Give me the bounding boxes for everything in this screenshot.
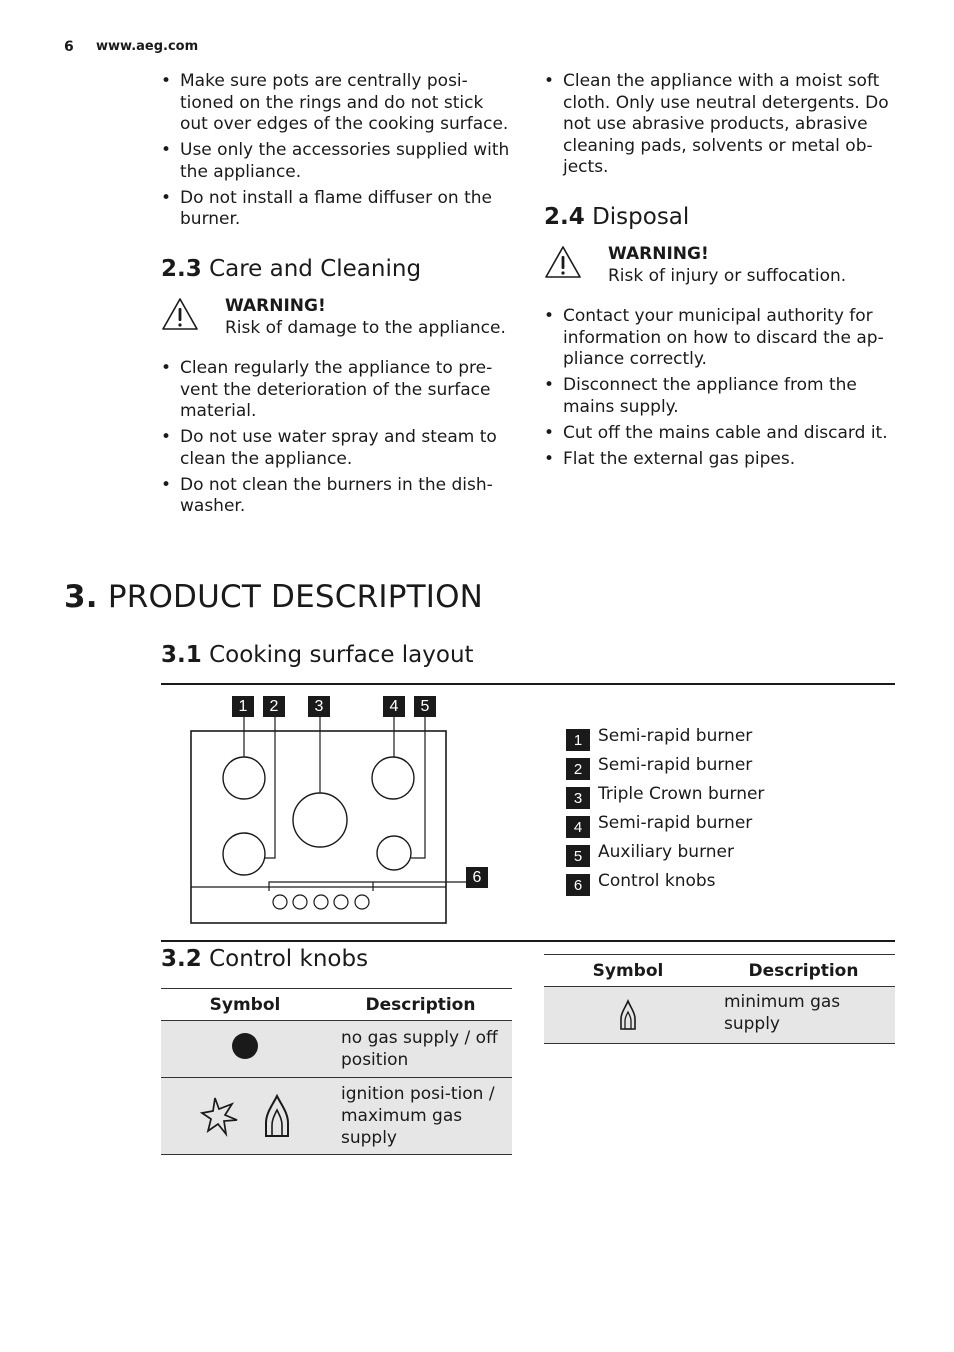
section-disposal-heading: [544, 203, 689, 231]
warning-title: WARNING!: [608, 244, 709, 264]
disposal-list: [544, 306, 896, 475]
page-number: 6: [64, 39, 74, 55]
legend-number: 4: [566, 816, 590, 838]
list-item: • Make sure pots are centrally posi-tioned on the rings and do not stick out over edges of the cooking surface.: [161, 71, 513, 136]
legend-number: 6: [566, 874, 590, 896]
chapter-number: 3.: [64, 579, 98, 615]
section-layout-heading: [161, 641, 474, 669]
care-warning: [161, 296, 513, 346]
website-url: www.aeg.com: [96, 39, 199, 54]
section-title: Care and Cleaning: [209, 256, 422, 282]
chapter-title: PRODUCT DESCRIPTION: [107, 579, 484, 615]
chapter-heading: [64, 577, 483, 617]
legend-label: Triple Crown burner: [598, 784, 765, 804]
warning-text: Risk of injury or suffocation.: [608, 265, 847, 286]
large-flame-icon: [263, 1093, 291, 1139]
filled-circle-icon: [230, 1031, 260, 1061]
column-header-symbol: Symbol: [161, 989, 329, 1021]
section-number: 3.1: [161, 642, 202, 668]
legend-number: 3: [566, 787, 590, 809]
layout-legend: [566, 726, 886, 906]
warning-title: WARNING!: [225, 296, 326, 316]
diagram-badge-5: 5: [414, 696, 436, 717]
column-header-symbol: Symbol: [544, 955, 712, 987]
section-title: Disposal: [592, 204, 690, 230]
list-item: • Flat the external gas pipes.: [544, 449, 896, 471]
symbol-cell: [544, 987, 712, 1044]
symbol-cell: [161, 1021, 329, 1078]
section-number: 2.4: [544, 204, 585, 230]
table-row: [161, 1021, 512, 1078]
control-knobs-table-right: [544, 954, 895, 1044]
section-number: 2.3: [161, 256, 202, 282]
section-divider: [161, 940, 895, 942]
diagram-badge-3: 3: [308, 696, 330, 717]
legend-label: Semi-rapid burner: [598, 755, 753, 775]
list-item: • Clean regularly the appliance to pre-vent the deterioration of the surface material.: [161, 358, 501, 423]
list-item: • Cut off the mains cable and discard it.: [544, 423, 896, 445]
care-list: [161, 358, 501, 522]
warning-triangle-icon: [544, 244, 582, 280]
diagram-badge-6: 6: [466, 867, 488, 888]
legend-label: Semi-rapid burner: [598, 813, 753, 833]
ignition-spark-icon: [199, 1094, 243, 1138]
symbol-cell: [161, 1078, 329, 1155]
small-flame-icon: [619, 999, 637, 1031]
section-title: Control knobs: [209, 946, 369, 972]
diagram-badge-2: 2: [263, 696, 285, 717]
diagram-badge-1: 1: [232, 696, 254, 717]
warning-triangle-icon: [161, 296, 199, 332]
list-item: • Do not clean the burners in the dish-washer.: [161, 475, 501, 518]
table-row: [161, 1078, 512, 1155]
legend-number: 2: [566, 758, 590, 780]
column-header-description: Description: [329, 989, 512, 1021]
safety-list-left: [161, 71, 513, 235]
list-item: • Contact your municipal authority for information on how to discard the ap-pliance correctly.: [544, 306, 896, 371]
warning-text: Risk of damage to the appliance.: [225, 317, 506, 338]
description-cell: no gas supply / off position: [329, 1021, 512, 1078]
cleaning-list-right: [544, 71, 896, 183]
table-row: [544, 987, 895, 1044]
section-title: Cooking surface layout: [209, 642, 474, 668]
section-divider: [161, 683, 895, 685]
legend-number: 5: [566, 845, 590, 867]
disposal-warning: [544, 244, 896, 294]
list-item: • Disconnect the appliance from the mains supply.: [544, 375, 896, 418]
section-care-heading: [161, 255, 421, 283]
description-cell: ignition posi-tion / maximum gas supply: [329, 1078, 512, 1155]
section-number: 3.2: [161, 946, 202, 972]
section-knobs-heading: [161, 945, 368, 973]
legend-label: Semi-rapid burner: [598, 726, 753, 746]
legend-number: 1: [566, 729, 590, 751]
cooking-surface-diagram: [180, 690, 500, 930]
list-item: • Use only the accessories supplied with the appliance.: [161, 140, 513, 183]
legend-label: Control knobs: [598, 871, 716, 891]
control-knobs-table-left: [161, 988, 512, 1155]
list-item: • Do not use water spray and steam to clean the appliance.: [161, 427, 501, 470]
description-cell: minimum gas supply: [712, 987, 895, 1044]
hob-layout-drawing: [180, 690, 500, 930]
list-item: • Clean the appliance with a moist soft cloth. Only use neutral detergents. Do not use abrasive products, abrasive cleaning pads, solvents or metal ob-jects.: [544, 71, 896, 179]
list-item: • Do not install a flame diffuser on the burner.: [161, 188, 513, 231]
legend-label: Auxiliary burner: [598, 842, 734, 862]
diagram-badge-4: 4: [383, 696, 405, 717]
column-header-description: Description: [712, 955, 895, 987]
